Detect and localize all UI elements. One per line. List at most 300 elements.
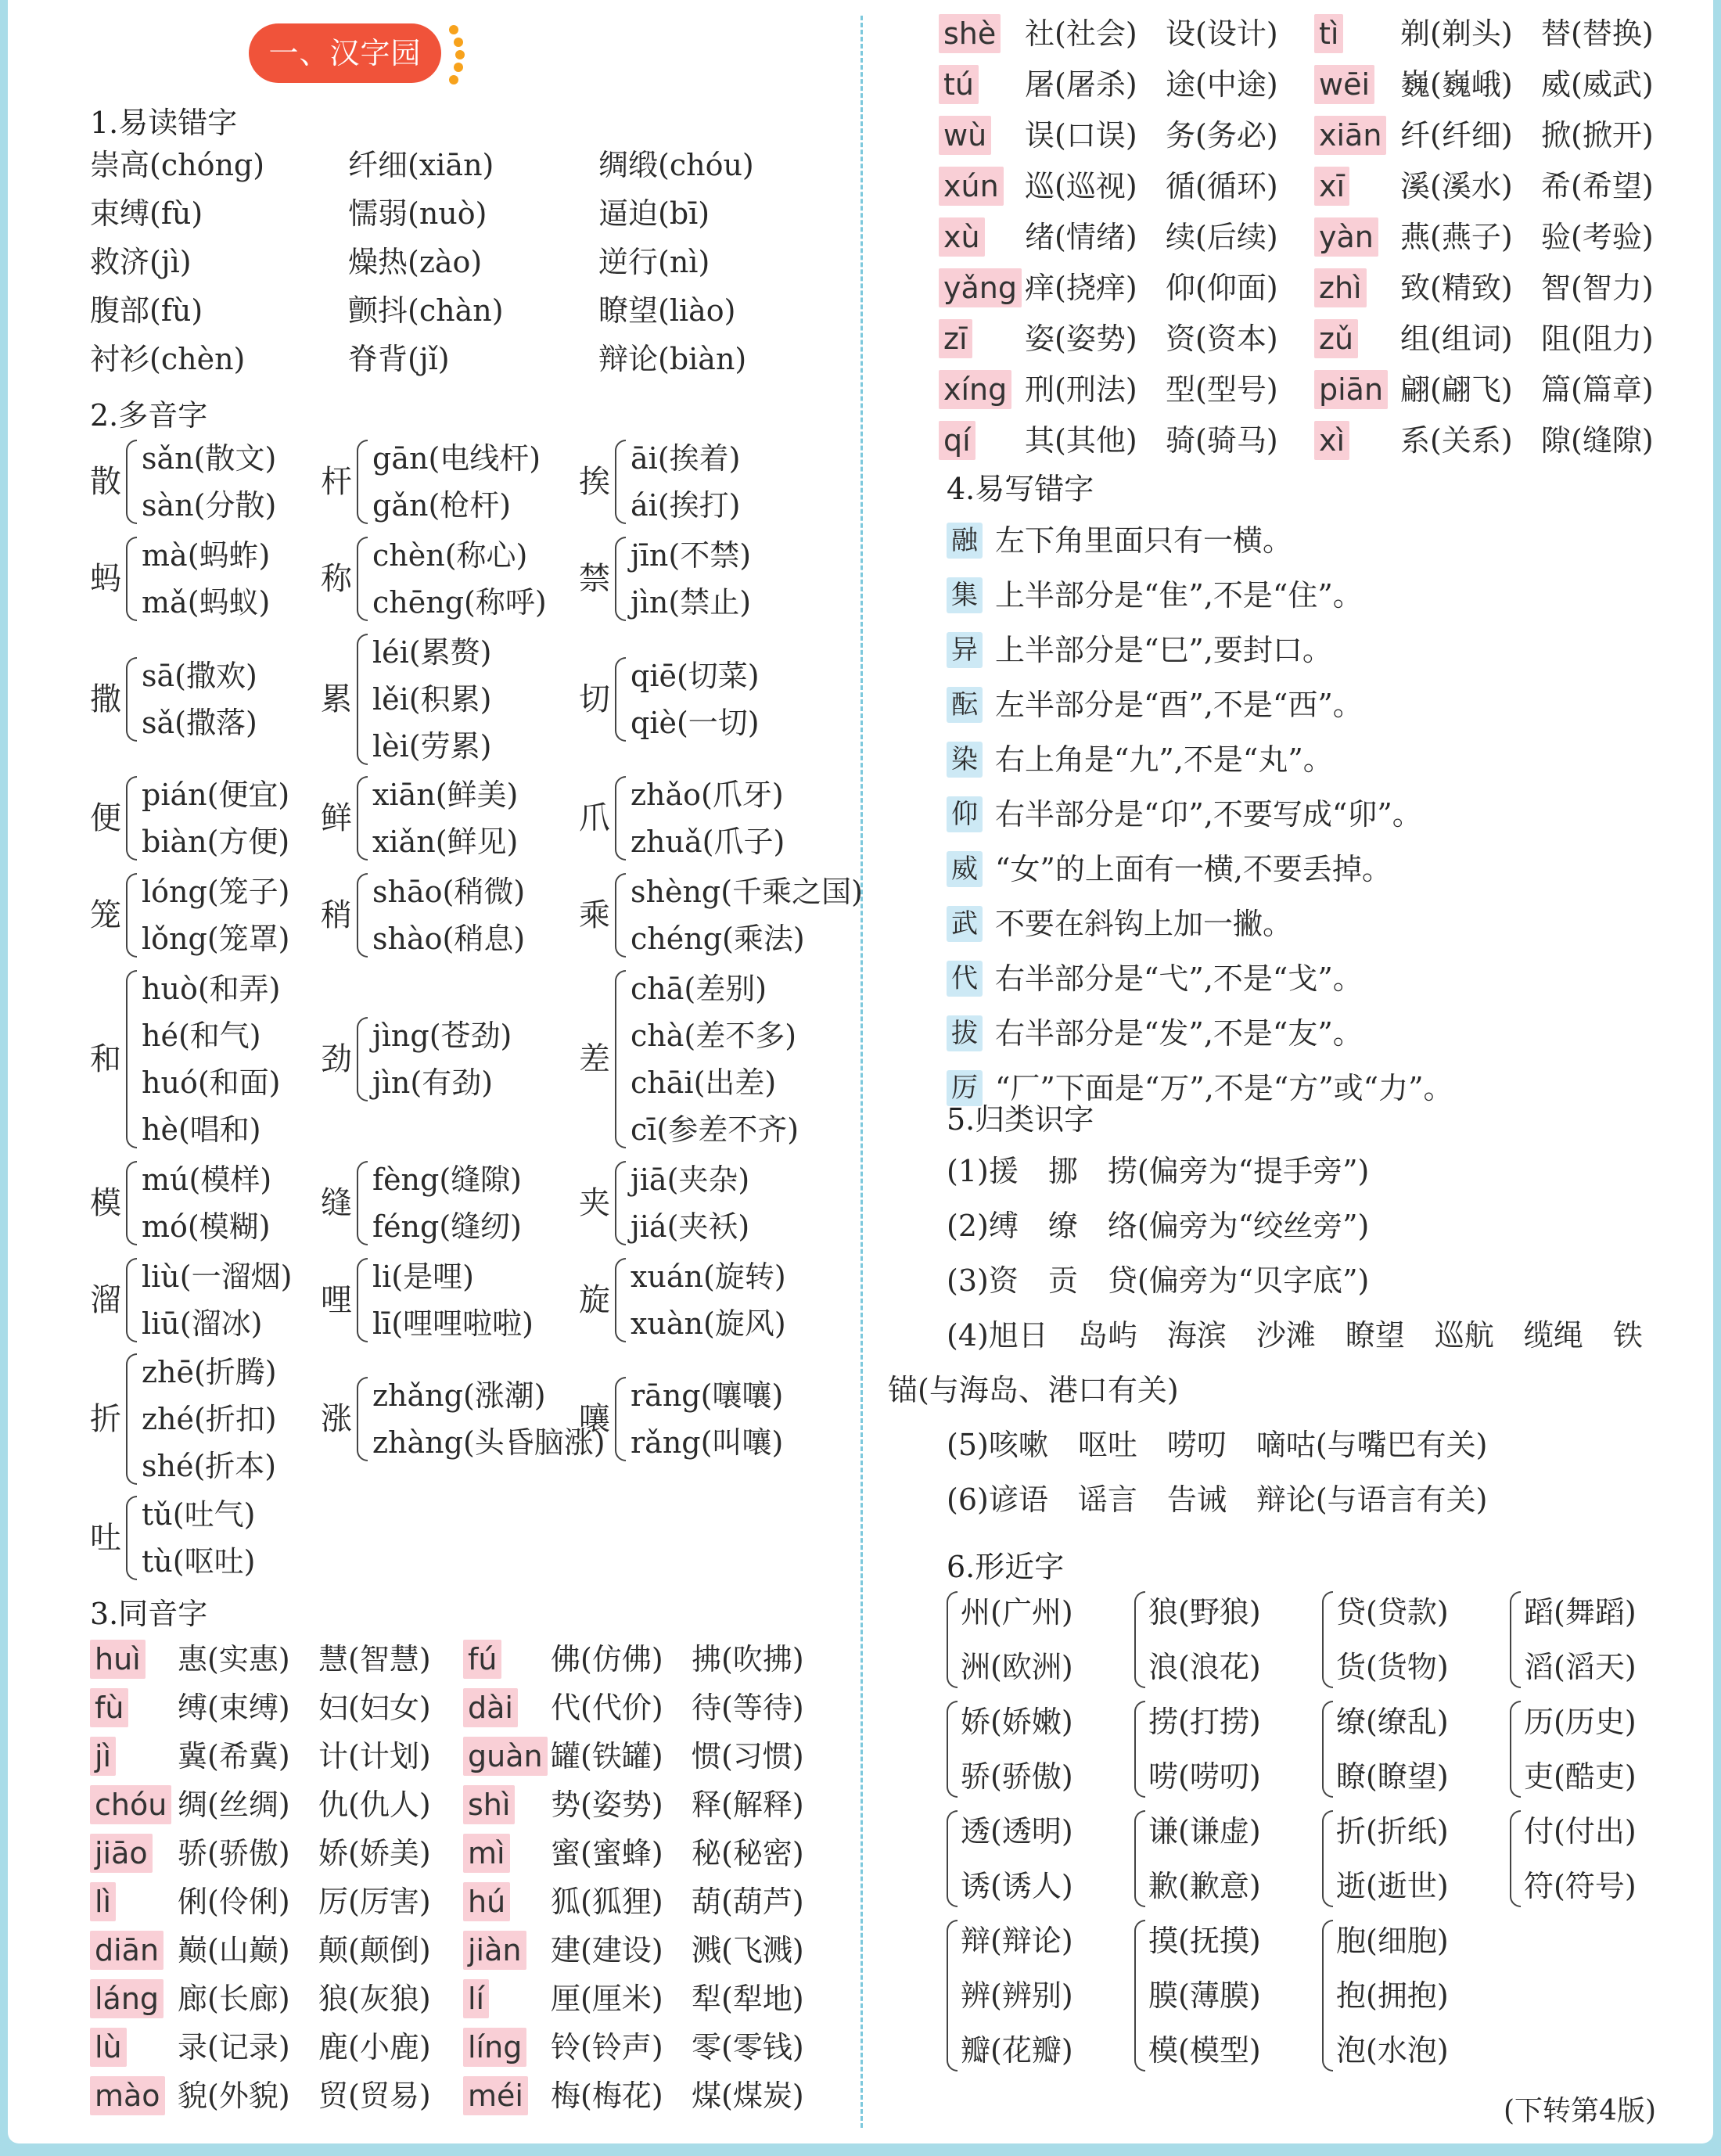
section-title: 3.同音字 <box>90 1597 208 1631</box>
brace-icon <box>1322 1810 1333 1907</box>
classify-line <box>947 1202 1721 1250</box>
homophone-word: 煤(煤炭) <box>692 2079 804 2113</box>
tip-text: 右上角是“九”,不是“丸”。 <box>995 742 1333 777</box>
brace-icon <box>357 776 368 861</box>
reading: cī(参差不齐) <box>631 1112 799 1147</box>
reading: hé(和气) <box>142 1019 261 1053</box>
miswritten-row <box>947 735 1698 784</box>
brace-icon <box>947 1920 958 2072</box>
similar-char: 逝(逝世) <box>1336 1869 1449 1903</box>
reading: shé(折本) <box>142 1449 277 1483</box>
classify-text: (3)资 贡 贷(偏旁为“贝字底”) <box>947 1263 1370 1298</box>
brace-icon <box>1510 1701 1521 1798</box>
similar-char: 历(历史) <box>1524 1705 1637 1739</box>
pinyin-tag: zhì <box>1314 268 1367 307</box>
reading: chéng(乘法) <box>631 922 805 956</box>
classify-text: (5)咳嗽 呕吐 唠叨 嘀咕(与嘴巴有关) <box>947 1428 1488 1462</box>
banner-dots-icon <box>447 25 463 84</box>
reading: pián(便宜) <box>142 778 290 812</box>
brace-icon <box>126 776 137 861</box>
polyphone-char: 折 <box>90 1401 121 1437</box>
brace-icon <box>357 1377 368 1461</box>
word-row <box>90 141 841 189</box>
homophone-word: 社(社会) <box>1025 16 1137 51</box>
homophone-word: 鹿(小鹿) <box>318 2030 431 2064</box>
reading: lèi(劳累) <box>372 729 492 764</box>
brace-icon <box>1134 1810 1145 1907</box>
char-tag: 厉 <box>947 1070 983 1106</box>
pinyin-tag: diān <box>90 1931 163 1970</box>
brace-icon <box>615 776 626 861</box>
reading: qiè(一切) <box>631 706 760 740</box>
reading: gǎn(枪杆) <box>372 488 512 523</box>
homophone-word: 设(设计) <box>1166 16 1278 51</box>
brace-icon <box>1322 1701 1333 1798</box>
homophone-row <box>90 1780 465 1829</box>
char-tag: 仰 <box>947 796 983 832</box>
homophone-row <box>90 1926 465 1975</box>
word-item: 颤抖(chàn) <box>348 293 504 328</box>
char-tag: 威 <box>947 851 983 887</box>
homophone-word: 溅(飞溅) <box>692 1933 804 1967</box>
pinyin-tag: wù <box>939 116 991 155</box>
homophone-row <box>90 1635 465 1683</box>
homophone-word: 录(记录) <box>178 2030 290 2064</box>
homophone-row <box>463 2023 839 2072</box>
brace-icon <box>1322 1920 1333 2072</box>
pinyin-tag: mì <box>463 1834 510 1873</box>
pinyin-tag: jiàn <box>463 1931 526 1970</box>
homophone-row <box>463 1878 839 1926</box>
tip-text: “厂”下面是“万”,不是“方”或“力”。 <box>995 1071 1453 1105</box>
word-item: 腹部(fù) <box>90 293 203 328</box>
reading: mà(蚂蚱) <box>142 538 271 573</box>
similar-char: 辩(辩论) <box>961 1924 1073 1958</box>
reading: ái(挨打) <box>631 488 741 523</box>
homophone-word: 廊(长廊) <box>178 1982 290 2016</box>
homophone-row <box>90 1975 465 2023</box>
brace-icon <box>615 970 626 1148</box>
tip-text: 不要在斜钩上加一撇。 <box>995 907 1293 941</box>
homophone-row <box>939 9 1713 58</box>
homophone-word: 续(后续) <box>1166 220 1278 254</box>
homophone-word: 溪(溪水) <box>1400 169 1513 203</box>
reading: xuàn(旋风) <box>631 1306 786 1341</box>
tip-text: “女”的上面有一横,不要丢掉。 <box>995 852 1392 886</box>
brace-icon <box>357 634 368 765</box>
brace-icon <box>947 1701 958 1798</box>
reading: chāi(出差) <box>631 1065 777 1100</box>
pinyin-tag: fù <box>90 1688 128 1727</box>
homophone-word: 计(计划) <box>318 1739 431 1773</box>
reading: shèng(千乘之国) <box>631 875 863 909</box>
reading: shāo(稍微) <box>372 875 526 909</box>
classify-text: 锚(与海岛、港口有关) <box>888 1373 1179 1407</box>
classify-line <box>947 1421 1721 1469</box>
reading: chà(差不多) <box>631 1019 797 1053</box>
reading: mú(模样) <box>142 1162 272 1197</box>
similar-char: 捞(打捞) <box>1148 1705 1261 1739</box>
homophone-word: 拂(吹拂) <box>692 1642 804 1676</box>
reading: zhǎo(爪牙) <box>631 778 784 812</box>
pinyin-tag: xù <box>939 217 985 257</box>
word-item: 救济(jì) <box>90 245 192 279</box>
section-banner: 一、汉字园 <box>249 23 441 83</box>
word-item: 懦弱(nuò) <box>348 196 487 231</box>
polyphone-char: 鲜 <box>321 800 352 836</box>
similar-char: 吏(酷吏) <box>1524 1759 1637 1794</box>
char-tag: 酝 <box>947 687 983 723</box>
miswritten-row <box>947 954 1698 1003</box>
homophone-row <box>939 314 1713 363</box>
word-item: 崇高(chóng) <box>90 148 265 182</box>
char-tag: 代 <box>947 961 983 997</box>
reading: liū(溜冰) <box>142 1306 263 1341</box>
continued-note: (下转第4版) <box>1504 2095 1656 2127</box>
reading: jiā(夹杂) <box>631 1162 750 1197</box>
brace-icon <box>615 440 626 524</box>
polyphone-char: 禁 <box>579 561 610 597</box>
polyphone-char: 蚂 <box>90 561 121 597</box>
homophone-word: 痒(挠痒) <box>1025 271 1137 305</box>
brace-icon <box>126 970 137 1148</box>
homophone-row <box>463 1829 839 1878</box>
homophone-row <box>90 1878 465 1926</box>
homophone-word: 惠(实惠) <box>178 1642 290 1676</box>
reading: liù(一溜烟) <box>142 1259 293 1294</box>
homophone-word: 骄(骄傲) <box>178 1836 290 1870</box>
homophone-row <box>90 1829 465 1878</box>
miswritten-row <box>947 1009 1698 1058</box>
homophone-word: 仰(仰面) <box>1166 271 1278 305</box>
polyphone-char: 差 <box>579 1041 610 1077</box>
homophone-word: 颠(颠倒) <box>318 1933 431 1967</box>
homophone-word: 待(等待) <box>692 1691 804 1725</box>
pinyin-tag: zǔ <box>1314 319 1358 358</box>
pinyin-tag: guàn <box>463 1737 548 1776</box>
word-row <box>90 286 841 335</box>
reading: zhǎng(涨潮) <box>372 1378 546 1413</box>
pinyin-tag: zī <box>939 319 972 358</box>
pinyin-tag: lù <box>90 2028 127 2067</box>
brace-icon <box>126 1258 137 1342</box>
reading: lī(哩哩啦啦) <box>372 1306 534 1341</box>
homophone-word: 零(零钱) <box>692 2030 804 2064</box>
homophone-word: 佛(仿佛) <box>551 1642 663 1676</box>
homophone-word: 仇(仇人) <box>318 1788 431 1822</box>
polyphone-char: 哩 <box>321 1282 352 1318</box>
similar-char: 模(模型) <box>1148 2033 1261 2068</box>
similar-char: 货(货物) <box>1336 1650 1449 1684</box>
homophone-word: 姿(姿势) <box>1025 322 1137 356</box>
similar-char: 付(付出) <box>1524 1814 1637 1849</box>
homophone-word: 务(务必) <box>1166 118 1278 153</box>
miswritten-row <box>947 681 1698 729</box>
char-tag: 染 <box>947 742 983 778</box>
homophone-row <box>939 111 1713 160</box>
similar-char: 骄(骄傲) <box>961 1759 1073 1794</box>
classify-text: (2)缚 缭 络(偏旁为“绞丝旁”) <box>947 1209 1370 1243</box>
similar-char: 蹈(舞蹈) <box>1524 1595 1637 1630</box>
reading: āi(挨着) <box>631 441 741 476</box>
reading: tù(呕吐) <box>142 1544 256 1579</box>
miswritten-row <box>947 571 1698 620</box>
pinyin-tag: tú <box>939 65 979 104</box>
similar-char: 滔(滔天) <box>1524 1650 1637 1684</box>
classify-text: (4)旭日 岛屿 海滨 沙滩 瞭望 巡航 缆绳 铁 <box>947 1318 1643 1353</box>
section-title: 5.归类识字 <box>947 1102 1094 1137</box>
pinyin-tag: xì <box>1314 421 1349 460</box>
miswritten-row <box>947 790 1698 839</box>
homophone-word: 掀(掀开) <box>1541 118 1654 153</box>
pinyin-tag: xíng <box>939 370 1011 409</box>
homophone-row <box>463 1732 839 1780</box>
tip-text: 右半部分是“弋”,不是“戈”。 <box>995 961 1363 996</box>
homophone-word: 途(中途) <box>1166 67 1278 102</box>
homophone-row <box>463 1683 839 1732</box>
similar-char: 摸(抚摸) <box>1148 1924 1261 1958</box>
homophone-word: 其(其他) <box>1025 423 1137 458</box>
homophone-word: 隙(缝隙) <box>1541 423 1654 458</box>
similar-char: 透(透明) <box>961 1814 1073 1849</box>
similar-char: 贷(贷款) <box>1336 1595 1449 1630</box>
brace-icon <box>615 537 626 621</box>
polyphone-char: 旋 <box>579 1282 610 1318</box>
homophone-row <box>939 60 1713 109</box>
reading: zhàng(头昏脑涨) <box>372 1425 605 1460</box>
reading: jìn(禁止) <box>631 585 752 620</box>
homophone-word: 势(姿势) <box>551 1788 663 1822</box>
homophone-row <box>939 162 1713 210</box>
similar-char: 洲(欧洲) <box>961 1650 1073 1684</box>
char-tag: 异 <box>947 632 983 668</box>
word-row <box>90 189 841 238</box>
reading: zhé(折扣) <box>142 1402 277 1436</box>
miswritten-row <box>947 900 1698 948</box>
pinyin-tag: xún <box>939 167 1004 206</box>
polyphone-char: 笼 <box>90 897 121 933</box>
homophone-word: 刑(刑法) <box>1025 372 1137 407</box>
classify-line <box>947 1147 1721 1195</box>
homophone-word: 替(替换) <box>1541 16 1654 51</box>
reading: mǎ(蚂蚁) <box>142 585 271 620</box>
pinyin-tag: shì <box>463 1785 515 1824</box>
homophone-word: 翩(翩飞) <box>1400 372 1513 407</box>
reading: rǎng(叫嚷) <box>631 1425 784 1460</box>
char-tag: 武 <box>947 906 983 942</box>
brace-icon <box>126 440 137 524</box>
polyphone-char: 缝 <box>321 1185 352 1221</box>
brace-icon <box>126 657 137 742</box>
char-tag: 拔 <box>947 1015 983 1051</box>
pinyin-tag: xī <box>1314 167 1349 206</box>
homophone-word: 铃(铃声) <box>551 2030 663 2064</box>
similar-char: 折(折纸) <box>1336 1814 1449 1849</box>
word-item: 束缚(fù) <box>90 196 203 231</box>
classify-text: (6)谚语 谣言 告诫 辩论(与语言有关) <box>947 1482 1488 1517</box>
homophone-word: 梅(梅花) <box>551 2079 663 2113</box>
homophone-word: 秘(秘密) <box>692 1836 804 1870</box>
section-title: 1.易读错字 <box>90 106 238 140</box>
pinyin-tag: shè <box>939 14 1001 53</box>
brace-icon <box>1134 1701 1145 1798</box>
similar-char: 缭(缭乱) <box>1336 1705 1449 1739</box>
homophone-word: 资(资本) <box>1166 322 1278 356</box>
polyphone-char: 爪 <box>579 800 610 836</box>
miswritten-row <box>947 845 1698 893</box>
polyphone-char: 累 <box>321 681 352 717</box>
homophone-word: 循(循环) <box>1166 169 1278 203</box>
homophone-word: 巍(巍峨) <box>1400 67 1513 102</box>
pinyin-tag: dài <box>463 1688 518 1727</box>
polyphone-char: 劲 <box>321 1041 352 1077</box>
homophone-word: 厉(厉害) <box>318 1885 431 1919</box>
polyphone-char: 散 <box>90 464 121 500</box>
reading: lěi(积累) <box>372 682 492 717</box>
homophone-word: 建(建设) <box>551 1933 663 1967</box>
homophone-word: 代(代价) <box>551 1691 663 1725</box>
polyphone-char: 稍 <box>321 897 352 933</box>
pinyin-tag: fú <box>463 1640 501 1679</box>
polyphone-char: 夹 <box>579 1185 610 1221</box>
pinyin-tag: piān <box>1314 370 1388 409</box>
homophone-word: 慧(智慧) <box>318 1642 431 1676</box>
homophone-word: 剃(剃头) <box>1400 16 1513 51</box>
brace-icon <box>126 873 137 958</box>
homophone-word: 致(精致) <box>1400 271 1513 305</box>
homophone-word: 骑(骑马) <box>1166 423 1278 458</box>
reading: shào(稍息) <box>372 922 526 956</box>
similar-char: 浪(浪花) <box>1148 1650 1261 1684</box>
homophone-word: 俐(伶俐) <box>178 1885 290 1919</box>
brace-icon <box>1322 1591 1333 1688</box>
reading: léi(累赘) <box>372 635 492 670</box>
reading: fèng(缝隙) <box>372 1162 523 1197</box>
homophone-word: 绸(丝绸) <box>178 1788 290 1822</box>
word-item: 逼迫(bī) <box>598 196 710 231</box>
reading: tǔ(吐气) <box>142 1497 256 1532</box>
classify-line <box>947 1256 1721 1305</box>
polyphone-char: 杆 <box>321 464 352 500</box>
polyphone-char: 切 <box>579 681 610 717</box>
homophone-row <box>90 1683 465 1732</box>
homophone-word: 葫(葫芦) <box>692 1885 804 1919</box>
reading: qiē(切菜) <box>631 659 760 693</box>
homophone-word: 罐(铁罐) <box>551 1739 663 1773</box>
pinyin-tag: jì <box>90 1737 116 1776</box>
reading: xiǎn(鲜见) <box>372 825 519 859</box>
newspaper-page <box>8 0 1713 2143</box>
reading: hè(唱和) <box>142 1112 261 1147</box>
pinyin-tag: tì <box>1314 14 1343 53</box>
pinyin-tag: lí <box>463 1979 489 2018</box>
tip-text: 右半部分是“发”,不是“友”。 <box>995 1016 1363 1051</box>
homophone-word: 貌(外貌) <box>178 2079 290 2113</box>
similar-char: 唠(唠叨) <box>1148 1759 1261 1794</box>
word-item: 衬衫(chèn) <box>90 342 246 376</box>
polyphone-char: 撒 <box>90 681 121 717</box>
tip-text: 右半部分是“卬”,不要写成“卯”。 <box>995 797 1422 832</box>
brace-icon <box>615 873 626 958</box>
homophone-word: 威(威武) <box>1541 67 1654 102</box>
reading: chèn(称心) <box>372 538 528 573</box>
pinyin-tag: qí <box>939 421 975 460</box>
miswritten-row <box>947 516 1698 565</box>
polyphone-char: 嚷 <box>579 1401 610 1437</box>
polyphone-char: 便 <box>90 800 121 836</box>
pinyin-tag: méi <box>463 2076 528 2115</box>
reading: gān(电线杆) <box>372 441 541 476</box>
polyphone-char: 称 <box>321 561 352 597</box>
homophone-word: 系(关系) <box>1400 423 1513 458</box>
reading: sǎn(散文) <box>142 441 277 476</box>
similar-char: 胞(细胞) <box>1336 1924 1449 1958</box>
homophone-word: 巡(巡视) <box>1025 169 1137 203</box>
pinyin-tag: chóu <box>90 1785 171 1824</box>
homophone-word: 娇(娇美) <box>318 1836 431 1870</box>
homophone-word: 狼(灰狼) <box>318 1982 431 2016</box>
homophone-row <box>939 416 1713 465</box>
word-item: 脊背(jǐ) <box>348 342 450 376</box>
word-item: 逆行(nì) <box>598 245 710 279</box>
brace-icon <box>357 440 368 524</box>
homophone-row <box>463 1975 839 2023</box>
word-item: 辩论(biàn) <box>598 342 747 376</box>
brace-icon <box>357 873 368 958</box>
pinyin-tag: huì <box>90 1640 146 1679</box>
miswritten-row <box>947 626 1698 674</box>
homophone-word: 阻(阻力) <box>1541 322 1654 356</box>
reading: rāng(嚷嚷) <box>631 1378 784 1413</box>
brace-icon <box>357 537 368 621</box>
classify-line <box>888 1366 1701 1414</box>
word-item: 燥热(zào) <box>348 245 483 279</box>
homophone-word: 释(解释) <box>692 1788 804 1822</box>
similar-char: 诱(诱人) <box>961 1869 1073 1903</box>
reading: zhuǎ(爪子) <box>631 825 785 859</box>
homophone-row <box>90 2023 465 2072</box>
pinyin-tag: láng <box>90 1979 163 2018</box>
homophone-word: 狐(狐狸) <box>551 1885 663 1919</box>
reading: chā(差别) <box>631 972 767 1006</box>
polyphone-char: 和 <box>90 1041 121 1077</box>
brace-icon <box>126 537 137 621</box>
similar-char: 歉(歉意) <box>1148 1869 1261 1903</box>
homophone-word: 误(口误) <box>1025 118 1137 153</box>
homophone-word: 燕(燕子) <box>1400 220 1513 254</box>
reading: zhē(折腾) <box>142 1355 277 1389</box>
similar-char: 瞭(瞭望) <box>1336 1759 1449 1794</box>
pinyin-tag: líng <box>463 2028 526 2067</box>
polyphone-char: 乘 <box>579 897 610 933</box>
brace-icon <box>1134 1591 1145 1688</box>
similar-char: 辨(辨别) <box>961 1978 1073 2013</box>
homophone-word: 冀(希冀) <box>178 1739 290 1773</box>
tip-text: 左半部分是“酉”,不是“西”。 <box>995 688 1363 722</box>
homophone-word: 型(型号) <box>1166 372 1278 407</box>
similar-char: 谦(谦虚) <box>1148 1814 1261 1849</box>
pinyin-tag: wēi <box>1314 65 1374 104</box>
homophone-word: 缚(束缚) <box>178 1691 290 1725</box>
word-item: 绸缎(chóu) <box>598 148 754 182</box>
homophone-word: 篇(篇章) <box>1541 372 1654 407</box>
similar-char: 州(广州) <box>961 1595 1073 1630</box>
pinyin-tag: yǎng <box>939 268 1022 307</box>
pinyin-tag: mào <box>90 2076 165 2115</box>
homophone-word: 厘(厘米) <box>551 1982 663 2016</box>
homophone-row <box>939 365 1713 414</box>
polyphone-char: 吐 <box>90 1520 121 1556</box>
